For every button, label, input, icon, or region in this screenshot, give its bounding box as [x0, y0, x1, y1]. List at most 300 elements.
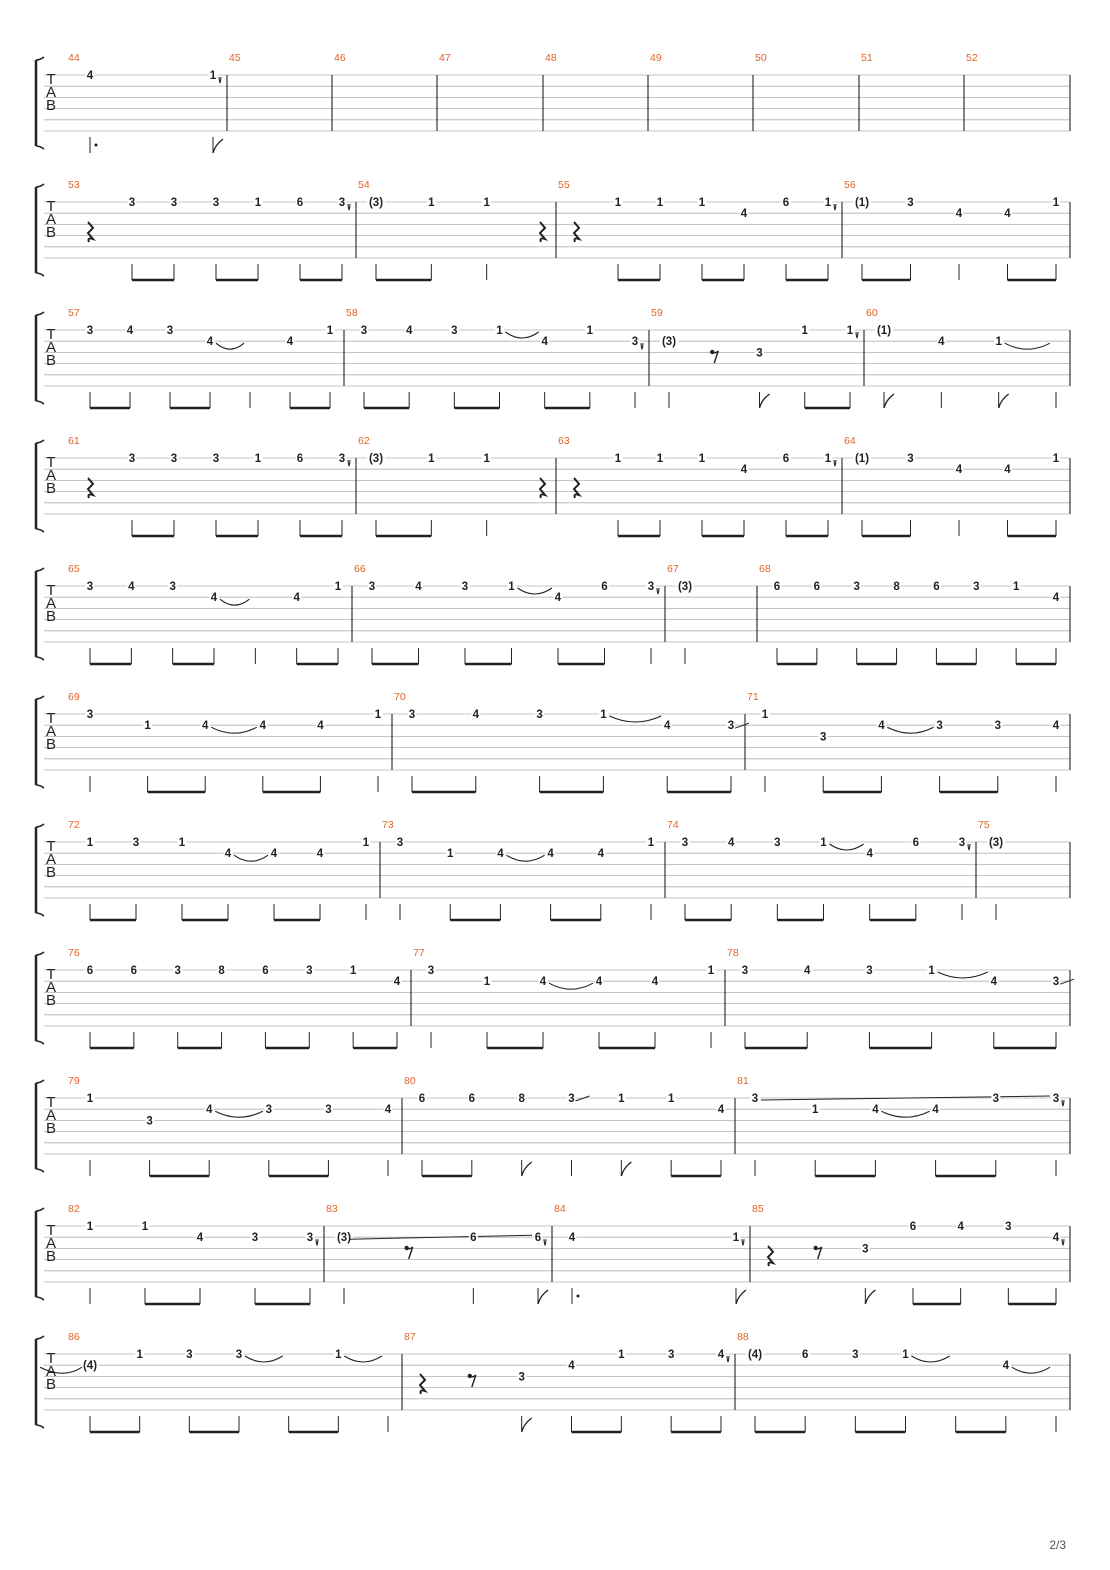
fret-number: 4: [595, 976, 603, 989]
quarter-rest: [540, 222, 545, 242]
tie-arc: [216, 343, 244, 349]
tie-arc: [834, 460, 836, 466]
fret-number: 1: [656, 453, 664, 465]
measure-number: 58: [346, 307, 358, 319]
fret-number: 3: [756, 347, 763, 360]
fret-number: 6: [296, 197, 304, 209]
system-bracket-hook: [36, 785, 44, 788]
fret-number: 3: [86, 709, 94, 721]
tie-arc: [219, 77, 221, 83]
system-bracket-hook: [36, 657, 44, 660]
fret-number: 1: [614, 453, 622, 465]
fret-number: 1: [820, 837, 827, 849]
fret-number: 3: [1052, 976, 1060, 989]
fret-number: 4: [740, 464, 748, 477]
fret-number: 3: [169, 581, 176, 593]
fret-number: 4: [727, 837, 735, 849]
fret-number: 3: [86, 581, 94, 593]
fret-number: 4: [206, 336, 214, 349]
fret-number: 4: [663, 720, 671, 733]
tab-clef-letter: T: [46, 1222, 56, 1239]
fret-number: 3: [1052, 1093, 1060, 1105]
tie-arc: [544, 1239, 546, 1245]
fret-number: 1: [811, 1104, 819, 1117]
fret-number: 3: [235, 1349, 243, 1361]
measure-number: 61: [68, 435, 80, 447]
fret-number: 6: [262, 965, 269, 977]
fret-number: 1: [483, 976, 491, 989]
system-bracket-hook: [36, 440, 44, 443]
measure: [861, 52, 873, 64]
fret-number: 4: [1052, 592, 1060, 605]
eighth-flag: [522, 1162, 532, 1176]
fret-number: 1: [144, 720, 151, 733]
tab-system: [36, 52, 1070, 153]
tab-clef-letter: B: [45, 224, 57, 241]
measure-number: 45: [229, 52, 241, 64]
fret-number: 4: [955, 208, 963, 221]
fret-number: 1: [732, 1232, 740, 1245]
eighth-rest: [407, 1247, 413, 1259]
fret-number: 3: [667, 1349, 675, 1361]
tab-system: [36, 435, 1070, 536]
fret-number: (1): [854, 453, 870, 465]
system-bracket-hook: [36, 529, 44, 532]
measure: [358, 179, 545, 280]
fret-number: 3: [251, 1232, 259, 1245]
system-bracket-hook: [36, 401, 44, 404]
fret-number: 1: [801, 325, 808, 337]
tie-arc: [211, 727, 257, 733]
fret-number: (1): [876, 325, 892, 337]
measure: [755, 52, 767, 64]
fret-number: 4: [393, 976, 401, 989]
measure: [759, 563, 1061, 664]
measure: [358, 435, 545, 536]
tie-arc: [220, 599, 249, 605]
measure: [978, 819, 1005, 920]
fret-number: 1: [656, 197, 664, 209]
fret-number: 6: [813, 581, 821, 593]
tab-system: [36, 179, 1070, 280]
tab-system: [36, 947, 1074, 1048]
tab-clef-letter: A: [45, 211, 57, 228]
tab-clef-letter: B: [45, 1376, 57, 1393]
measure-number: 81: [737, 1075, 749, 1087]
fret-number: 1: [824, 197, 832, 209]
measure: [404, 1075, 726, 1176]
measure-number: 50: [755, 52, 767, 64]
measure-number: 57: [68, 307, 80, 319]
tab-clef-letter: T: [46, 198, 56, 215]
fret-number: 1: [209, 70, 217, 82]
fret-number: 3: [170, 197, 178, 209]
system-bracket-hook: [36, 1297, 44, 1300]
fret-number: 4: [554, 592, 562, 605]
fret-number: 1: [902, 1349, 909, 1361]
tab-clef-letter: A: [45, 467, 57, 484]
measure-number: 84: [554, 1203, 566, 1215]
fret-number: 4: [201, 720, 209, 733]
measure-number: 65: [68, 563, 80, 575]
fret-number: 4: [384, 1104, 392, 1117]
fret-number: 6: [773, 581, 781, 593]
fret-number: 6: [130, 965, 138, 977]
fret-number: 4: [1004, 464, 1011, 477]
measure: [68, 819, 371, 920]
tie-arc: [348, 460, 350, 466]
system-bracket-hook: [36, 1041, 44, 1044]
fret-number: 1: [508, 581, 515, 593]
tab-clef-letter: T: [46, 454, 56, 471]
fret-number: 3: [174, 965, 181, 977]
tab-clef-letter: A: [45, 851, 57, 868]
fret-number: 3: [774, 837, 781, 849]
fret-number: 1: [86, 1221, 94, 1233]
measure: [68, 52, 223, 153]
fret-number: 1: [374, 709, 382, 721]
system-bracket-hook: [36, 1425, 44, 1428]
tie-arc: [1012, 1367, 1050, 1373]
measure-number: 55: [558, 179, 570, 191]
fret-number: 1: [618, 1349, 625, 1361]
tab-clef-letter: T: [46, 71, 56, 88]
eighth-flag: [213, 139, 223, 153]
fret-number: (4): [747, 1349, 763, 1361]
tie-arc: [968, 844, 970, 850]
fret-number: 6: [801, 1349, 809, 1361]
tie-arc: [742, 1239, 744, 1245]
fret-number: 3: [427, 965, 435, 977]
fret-number: (3): [368, 197, 384, 209]
fret-number: 1: [698, 197, 706, 209]
fret-number: 1: [667, 1093, 675, 1105]
tab-clef-letter: B: [45, 864, 57, 881]
tab-clef-letter: A: [45, 595, 57, 612]
fret-number: 3: [958, 837, 966, 849]
eighth-rest: [712, 351, 718, 363]
fret-number: 1: [824, 453, 832, 465]
fret-number: 3: [338, 453, 346, 465]
fret-number: 1: [614, 197, 622, 209]
fret-number: 3: [741, 965, 749, 977]
system-bracket-hook: [36, 146, 44, 149]
measure: [752, 1203, 1064, 1304]
fret-number: 3: [536, 709, 543, 721]
fret-number: 3: [862, 1243, 869, 1256]
fret-number: 1: [446, 848, 454, 861]
measure: [404, 1331, 729, 1432]
fret-number: 4: [541, 336, 548, 349]
tie-arc: [506, 855, 544, 861]
measure-number: 88: [737, 1331, 749, 1343]
tab-clef-letter: B: [45, 736, 57, 753]
fret-number: 3: [936, 720, 943, 733]
fret-number: (3): [988, 837, 1004, 849]
fret-number: 4: [126, 325, 134, 337]
measure-number: 59: [651, 307, 663, 319]
fret-number: 4: [568, 1232, 576, 1245]
fret-number: 4: [932, 1104, 939, 1117]
fret-number: 1: [136, 1349, 143, 1361]
fret-number: 1: [761, 709, 769, 721]
quarter-rest: [420, 1374, 425, 1394]
fret-number: 1: [326, 325, 334, 337]
tie-arc: [344, 1356, 382, 1362]
fret-number: 4: [317, 720, 324, 733]
fret-number: 4: [1004, 208, 1011, 221]
tie-arc: [727, 1356, 729, 1362]
fret-number: 3: [212, 453, 220, 465]
fret-number: 6: [470, 1232, 477, 1245]
measure: [326, 1203, 548, 1304]
tab-clef-letter: T: [46, 1350, 56, 1367]
measure-number: 69: [68, 691, 80, 703]
measure-number: 73: [382, 819, 394, 831]
fret-number: 4: [1052, 720, 1060, 733]
tab-clef-letter: T: [46, 966, 56, 983]
measure: [558, 435, 836, 536]
measure-number: 54: [358, 179, 370, 191]
measure: [844, 435, 1061, 536]
tie-arc: [1005, 343, 1050, 349]
fret-number: 4: [259, 720, 267, 733]
tab-clef-letter: T: [46, 326, 56, 343]
fret-number: 3: [992, 1093, 1000, 1105]
tie-arc: [657, 588, 659, 594]
fret-number: 1: [1012, 581, 1020, 593]
fret-number: 3: [568, 1093, 575, 1105]
fret-number: 3: [396, 837, 404, 849]
fret-number: 4: [224, 848, 232, 861]
fret-number: 1: [1052, 197, 1060, 209]
fret-number: 3: [128, 197, 136, 209]
fret-number: 4: [205, 1104, 213, 1117]
fret-number: 3: [265, 1104, 273, 1117]
fret-number: 1: [846, 325, 854, 337]
system-bracket-hook: [36, 696, 44, 699]
fret-number: 1: [86, 1093, 94, 1105]
eighth-rest: [470, 1375, 476, 1387]
fret-number: 6: [912, 837, 920, 849]
tie-arc: [830, 844, 864, 850]
measure-number: 67: [667, 563, 679, 575]
system-bracket-hook: [36, 1208, 44, 1211]
eighth-flag: [621, 1162, 631, 1176]
rhythm-dot: [95, 144, 98, 147]
fret-number: (3): [336, 1232, 352, 1245]
fret-number: 3: [852, 1349, 859, 1361]
fret-number: 3: [306, 965, 313, 977]
slide-line: [1060, 979, 1074, 984]
tie-arc: [348, 204, 350, 210]
fret-number: 3: [866, 965, 873, 977]
measure-number: 46: [334, 52, 346, 64]
fret-number: 3: [170, 453, 178, 465]
tab-clef-letter: A: [45, 979, 57, 996]
fret-number: 4: [405, 325, 413, 337]
fret-number: 4: [286, 336, 294, 349]
fret-number: 1: [178, 837, 186, 849]
fret-number: 4: [866, 848, 873, 861]
tab-system: [36, 1075, 1070, 1176]
tie-arc: [834, 204, 836, 210]
fret-number: 4: [717, 1349, 725, 1361]
tab-clef-letter: A: [45, 339, 57, 356]
fret-number: 3: [368, 581, 376, 593]
tab-clef-letter: B: [45, 1120, 57, 1137]
fret-number: 3: [994, 720, 1002, 733]
tab-clef-letter: A: [45, 723, 57, 740]
tab-clef-letter: B: [45, 992, 57, 1009]
tab-clef-letter: B: [45, 1248, 57, 1265]
fret-number: 4: [1052, 1232, 1060, 1245]
measure: [40, 1331, 388, 1432]
tab-clef-letter: T: [46, 710, 56, 727]
system-bracket-hook: [36, 952, 44, 955]
fret-number: 3: [751, 1093, 759, 1105]
measure-number: 64: [844, 435, 856, 447]
fret-number: 1: [995, 336, 1002, 349]
fret-number: 4: [957, 1221, 964, 1233]
tab-clef-letter: B: [45, 480, 57, 497]
measure-number: 79: [68, 1075, 80, 1087]
fret-number: 3: [1005, 1221, 1012, 1233]
tab-clef-letter: T: [46, 1094, 56, 1111]
tie-arc: [856, 332, 858, 338]
measure-number: 48: [545, 52, 557, 64]
tie-arc: [938, 972, 988, 978]
system-bracket-hook: [36, 1336, 44, 1339]
measure-number: 80: [404, 1075, 416, 1087]
fret-number: (3): [677, 581, 693, 593]
fret-number: 4: [878, 720, 885, 733]
fret-number: 3: [518, 1371, 525, 1384]
fret-number: 4: [938, 336, 945, 349]
fret-number: 4: [497, 848, 504, 861]
fret-number: 1: [483, 453, 490, 465]
tie-arc: [641, 343, 643, 349]
measure-number: 63: [558, 435, 570, 447]
fret-number: 1: [254, 197, 262, 209]
fret-number: 3: [186, 1349, 193, 1361]
tie-arc: [1062, 1100, 1064, 1106]
measure: [558, 179, 836, 280]
measure-number: 51: [861, 52, 873, 64]
fret-number: 1: [428, 453, 435, 465]
tie-arc: [245, 1356, 283, 1362]
tie-arc: [549, 983, 593, 989]
fret-number: 8: [518, 1093, 525, 1105]
measure: [554, 1203, 746, 1304]
fret-number: 4: [803, 965, 811, 977]
fret-number: 3: [727, 720, 735, 733]
fret-number: 6: [601, 581, 608, 593]
measure: [650, 52, 662, 64]
tie-arc: [881, 1111, 929, 1117]
measure-number: 68: [759, 563, 771, 575]
fret-number: 1: [428, 197, 435, 209]
fret-number: 4: [568, 1360, 575, 1373]
fret-number: 6: [909, 1221, 917, 1233]
eighth-flag: [884, 394, 894, 408]
quarter-rest: [88, 478, 93, 498]
measure: [68, 179, 350, 280]
tab-clef-letter: A: [45, 1235, 57, 1252]
measure: [667, 819, 970, 920]
fret-number: 1: [600, 709, 607, 721]
fret-number: 3: [306, 1232, 314, 1245]
page-number: 2/3: [1049, 1538, 1066, 1552]
tie-arc: [609, 716, 661, 722]
fret-number: 1: [334, 581, 342, 593]
fret-number: 1: [86, 837, 94, 849]
fret-number: 3: [338, 197, 346, 209]
tab-system: [36, 819, 1070, 920]
tie-arc: [912, 1356, 950, 1362]
measure-number: 87: [404, 1331, 416, 1343]
fret-number: 4: [270, 848, 278, 861]
measure-number: 83: [326, 1203, 338, 1215]
fret-number: 1: [483, 197, 490, 209]
measure: [68, 435, 350, 536]
fret-number: 6: [86, 965, 94, 977]
fret-number: 4: [128, 581, 135, 593]
measure: [866, 307, 1056, 408]
measure-number: 52: [966, 52, 978, 64]
fret-number: (3): [661, 336, 677, 349]
fret-number: 3: [973, 581, 980, 593]
fret-number: 1: [335, 1349, 342, 1361]
measure-number: 86: [68, 1331, 80, 1343]
measure-number: 47: [439, 52, 451, 64]
measure-number: 75: [978, 819, 990, 831]
fret-number: 3: [212, 197, 220, 209]
fret-number: 3: [631, 336, 639, 349]
fret-number: 4: [955, 464, 963, 477]
tab-clef-letter: B: [45, 97, 57, 114]
fret-number: 6: [782, 197, 790, 209]
measure-number: 82: [68, 1203, 80, 1215]
measure: [651, 307, 858, 408]
fret-number: 6: [782, 453, 790, 465]
fret-number: 3: [853, 581, 860, 593]
measure: [545, 52, 557, 64]
fret-number: 6: [296, 453, 304, 465]
eighth-flag: [865, 1290, 875, 1304]
fret-number: (4): [82, 1360, 98, 1373]
fret-number: 3: [461, 581, 469, 593]
fret-number: 6: [468, 1093, 476, 1105]
measure-number: 62: [358, 435, 370, 447]
quarter-rest: [540, 478, 545, 498]
measure: [667, 563, 694, 664]
measure: [747, 691, 1061, 792]
fret-number: 4: [597, 848, 605, 861]
measure: [727, 947, 1074, 1048]
fret-number: 4: [293, 592, 300, 605]
system-bracket-hook: [36, 568, 44, 571]
measure: [354, 563, 659, 664]
fret-number: 3: [681, 837, 689, 849]
eighth-flag: [522, 1418, 532, 1432]
tie-arc: [215, 1111, 263, 1117]
measure: [413, 947, 716, 1048]
quarter-rest: [574, 478, 579, 498]
tie-arc: [518, 588, 553, 594]
measure: [394, 691, 749, 792]
fret-number: 1: [928, 965, 935, 977]
